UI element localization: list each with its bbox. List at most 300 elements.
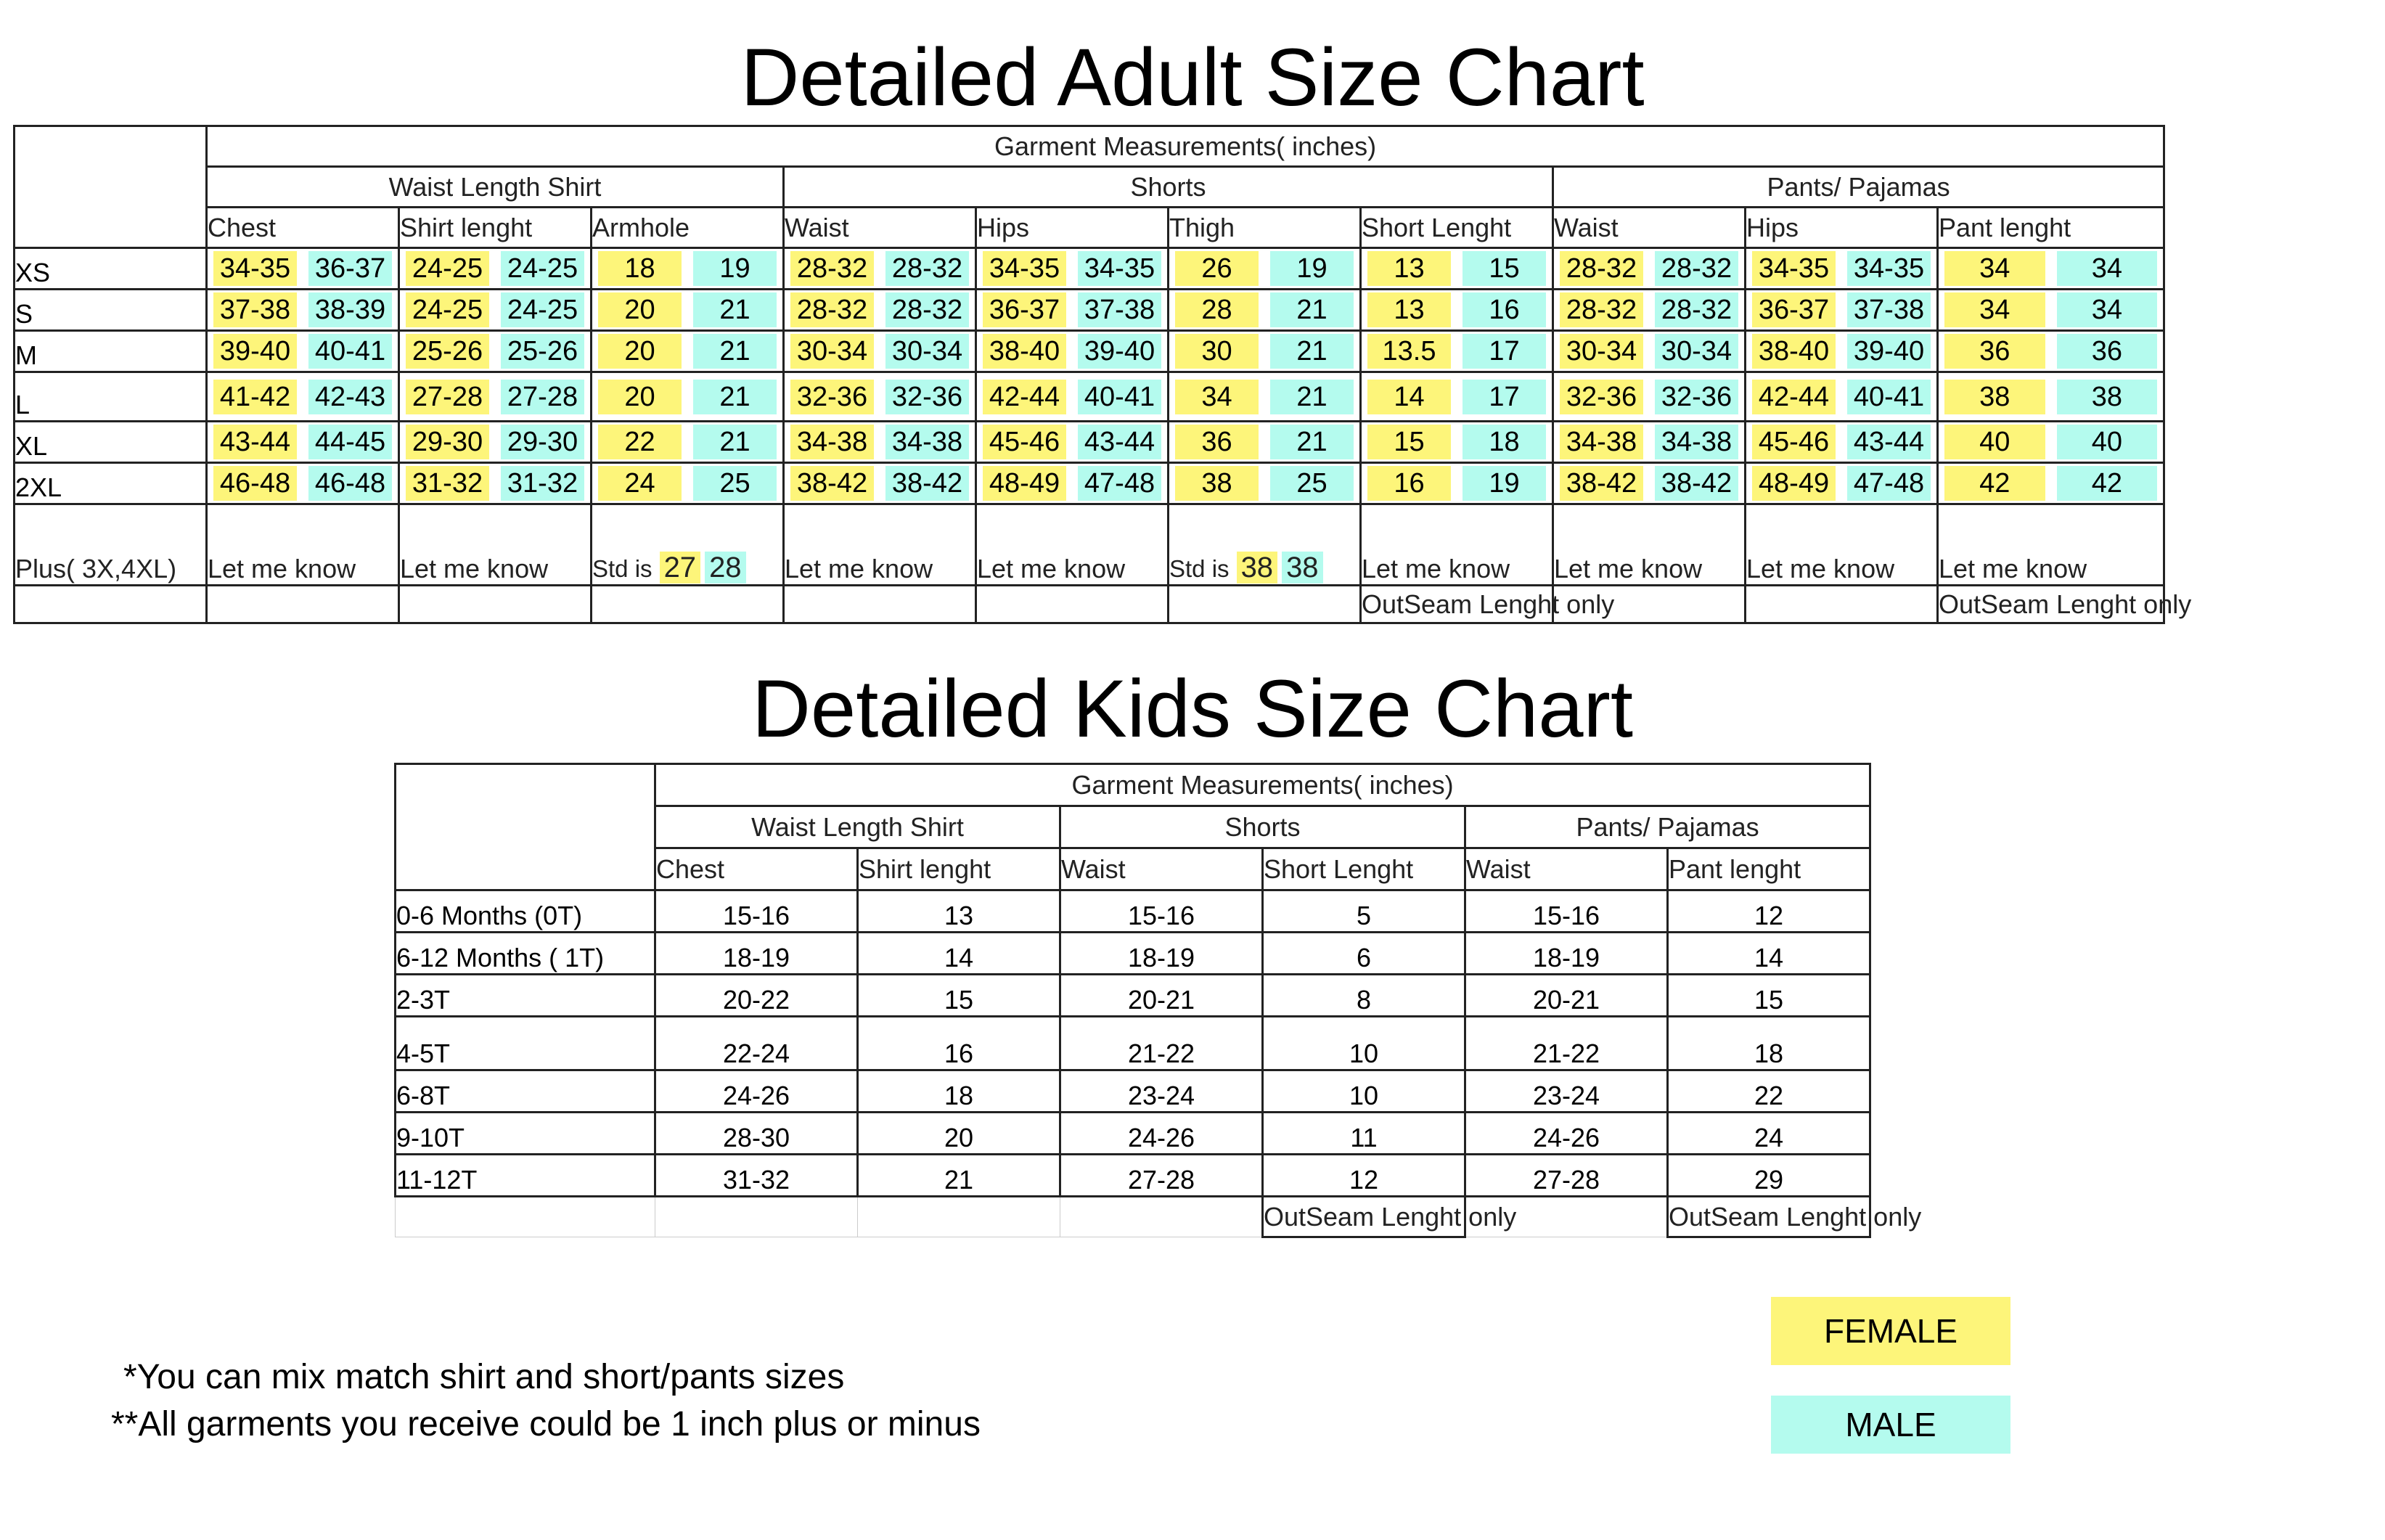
size-label: XL	[15, 422, 207, 463]
measurement-cell	[592, 422, 784, 463]
empty-cell	[399, 586, 592, 623]
female-value: 16	[1367, 466, 1451, 501]
measurement-cell	[207, 248, 399, 290]
male-value: 47-48	[1847, 466, 1931, 501]
measurement-cell	[399, 331, 592, 372]
measurement-cell	[1361, 290, 1553, 331]
std-is-label: Std is	[592, 555, 652, 582]
measurement-cell	[976, 463, 1169, 504]
measurement-cell	[1361, 372, 1553, 422]
kids-measurement-cell: 14	[858, 933, 1060, 975]
measurement-cell	[399, 372, 592, 422]
kids-size-label: 9-10T	[396, 1113, 655, 1155]
size-row	[15, 463, 2164, 504]
female-value: 48-49	[983, 466, 1066, 501]
female-value: 34	[1175, 380, 1259, 414]
kids-size-row	[396, 1155, 1870, 1197]
female-value: 29-30	[406, 425, 489, 459]
let-me-know: Let me know	[1553, 504, 1746, 586]
male-value: 40-41	[1078, 380, 1161, 414]
kids-measurement-cell: 21	[858, 1155, 1060, 1197]
female-value: 24	[598, 466, 682, 501]
female-value: 13.5	[1367, 334, 1451, 369]
male-value: 43-44	[1078, 425, 1161, 459]
female-value: 34-38	[1560, 425, 1643, 459]
female-value: 24-25	[406, 292, 489, 327]
kids-measurement-cell: 18-19	[1060, 933, 1263, 975]
measurement-cell	[1746, 248, 1938, 290]
column-header: Hips	[1746, 208, 1938, 248]
male-value: 34-38	[885, 425, 969, 459]
kids-measurement-cell: 18-19	[655, 933, 858, 975]
kids-measurement-cell: 24-26	[1465, 1113, 1668, 1155]
male-value: 30-34	[885, 334, 969, 369]
let-me-know: Let me know	[207, 504, 399, 586]
kids-size-label: 2-3T	[396, 975, 655, 1017]
measurement-cell	[1361, 463, 1553, 504]
male-value: 21	[1270, 292, 1354, 327]
group-header-pants: Pants/ Pajamas	[1553, 167, 2164, 208]
column-header: Waist	[784, 208, 976, 248]
kids-column-header: Pant lenght	[1668, 848, 1870, 890]
female-value: 34-38	[790, 425, 874, 459]
measurement-cell	[1938, 331, 2164, 372]
male-value: 43-44	[1847, 425, 1931, 459]
measurement-cell	[976, 248, 1169, 290]
male-value: 25	[1270, 466, 1354, 501]
male-value: 27-28	[501, 380, 584, 414]
male-value: 28-32	[1655, 292, 1738, 327]
measurement-cell	[1169, 463, 1361, 504]
measurement-cell	[784, 290, 976, 331]
kids-measurement-cell: 20	[858, 1113, 1060, 1155]
size-label: L	[15, 372, 207, 422]
female-value: 15	[1367, 425, 1451, 459]
measurement-cell	[1553, 290, 1746, 331]
kids-chart-title: Detailed Kids Size Chart	[752, 663, 1633, 754]
size-row	[15, 422, 2164, 463]
measurement-cell	[1938, 248, 2164, 290]
measurement-cell	[1746, 463, 1938, 504]
male-value: 19	[693, 251, 777, 286]
kids-measurement-cell: 21-22	[1060, 1017, 1263, 1070]
male-value: 37-38	[1078, 292, 1161, 327]
measurement-cell	[207, 422, 399, 463]
measurement-cell	[207, 372, 399, 422]
male-value: 44-45	[308, 425, 392, 459]
female-value: 42-44	[983, 380, 1066, 414]
female-value: 13	[1367, 251, 1451, 286]
kids-size-label: 6-12 Months ( 1T)	[396, 933, 655, 975]
female-value: 30-34	[790, 334, 874, 369]
female-value: 38-42	[1560, 466, 1643, 501]
male-value: 21	[693, 334, 777, 369]
female-value: 32-36	[1560, 380, 1643, 414]
measurement-cell	[784, 331, 976, 372]
male-value: 28	[705, 552, 746, 583]
female-value: 34-35	[1752, 251, 1836, 286]
empty-cell	[207, 586, 399, 623]
male-value: 39-40	[1078, 334, 1161, 369]
female-value: 36-37	[1752, 292, 1836, 327]
male-value: 29-30	[501, 425, 584, 459]
measurement-cell	[399, 248, 592, 290]
kids-measurement-cell: 29	[1668, 1155, 1870, 1197]
empty-cell	[396, 1197, 655, 1237]
male-value: 31-32	[501, 466, 584, 501]
female-value: 40	[1944, 425, 2045, 459]
male-value: 34	[2057, 251, 2158, 286]
kids-garment-measurements-header: Garment Measurements( inches)	[655, 764, 1870, 806]
kids-measurement-cell: 21-22	[1465, 1017, 1668, 1070]
measurement-cell	[1746, 331, 1938, 372]
measurement-cell	[592, 248, 784, 290]
column-header: Thigh	[1169, 208, 1361, 248]
female-value: 38	[1944, 380, 2045, 414]
measurement-cell	[207, 463, 399, 504]
kids-measurement-cell: 24-26	[655, 1070, 858, 1113]
male-value: 34-35	[1847, 251, 1931, 286]
kids-column-header: Short Lenght	[1263, 848, 1465, 890]
kids-group-header-shorts: Shorts	[1060, 806, 1465, 848]
size-row	[15, 248, 2164, 290]
male-value: 38	[1282, 552, 1323, 583]
kids-measurement-cell: 31-32	[655, 1155, 858, 1197]
kids-measurement-cell: 10	[1263, 1070, 1465, 1113]
let-me-know: Let me know	[399, 504, 592, 586]
kids-measurement-cell: 27-28	[1465, 1155, 1668, 1197]
female-value: 14	[1367, 380, 1451, 414]
measurement-cell	[976, 290, 1169, 331]
female-value: 34	[1944, 292, 2045, 327]
measurement-cell	[592, 290, 784, 331]
measurement-cell	[207, 331, 399, 372]
male-value: 36-37	[308, 251, 392, 286]
female-value: 20	[598, 334, 682, 369]
measurement-cell	[1169, 372, 1361, 422]
kids-measurement-cell: 20-21	[1465, 975, 1668, 1017]
female-value: 42	[1944, 466, 2045, 501]
kids-measurement-cell: 18	[1668, 1017, 1870, 1070]
female-value: 38-40	[1752, 334, 1836, 369]
kids-measurement-cell: 23-24	[1465, 1070, 1668, 1113]
male-value: 17	[1462, 334, 1546, 369]
male-value: 15	[1462, 251, 1546, 286]
female-value: 36	[1175, 425, 1259, 459]
let-me-know: Let me know	[784, 504, 976, 586]
measurement-cell	[1746, 290, 1938, 331]
kids-measurement-cell: 5	[1263, 890, 1465, 933]
kids-size-label: 0-6 Months (0T)	[396, 890, 655, 933]
column-header: Pant lenght	[1938, 208, 2164, 248]
empty-cell	[1746, 586, 1938, 623]
plus-size-row	[15, 504, 2164, 586]
kids-note-row	[396, 1197, 1870, 1237]
male-value: 24-25	[501, 292, 584, 327]
female-value: 41-42	[213, 380, 297, 414]
kids-measurement-cell: 24	[1668, 1113, 1870, 1155]
kids-size-row	[396, 975, 1870, 1017]
male-value: 46-48	[308, 466, 392, 501]
plus-size-label: Plus( 3X,4XL)	[15, 504, 207, 586]
kids-measurement-cell: 20-21	[1060, 975, 1263, 1017]
kids-measurement-cell: 6	[1263, 933, 1465, 975]
kids-measurement-cell: 15-16	[1060, 890, 1263, 933]
male-value: 38-42	[1655, 466, 1738, 501]
kids-size-label: 6-8T	[396, 1070, 655, 1113]
female-value: 27	[660, 552, 701, 583]
measurement-cell	[1361, 248, 1553, 290]
kids-size-row	[396, 933, 1870, 975]
male-value: 17	[1462, 380, 1546, 414]
female-value: 13	[1367, 292, 1451, 327]
note-tolerance: **All garments you receive could be 1 inch plus or minus	[111, 1405, 981, 1443]
female-value: 30-34	[1560, 334, 1643, 369]
female-value: 31-32	[406, 466, 489, 501]
empty-cell	[655, 1197, 858, 1237]
adult-chart-title: Detailed Adult Size Chart	[740, 32, 1645, 123]
empty-cell	[592, 586, 784, 623]
kids-size-row	[396, 1113, 1870, 1155]
measurement-cell	[1938, 463, 2164, 504]
measurement-cell	[1553, 463, 1746, 504]
empty-cell	[1553, 586, 1746, 623]
male-value: 21	[1270, 380, 1354, 414]
kids-size-table	[394, 763, 1922, 1238]
female-value: 45-46	[1752, 425, 1836, 459]
male-value: 40-41	[1847, 380, 1931, 414]
female-value: 20	[598, 292, 682, 327]
measurement-cell	[399, 463, 592, 504]
male-value: 34-38	[1655, 425, 1738, 459]
column-header: Chest	[207, 208, 399, 248]
female-value: 37-38	[213, 292, 297, 327]
column-header: Waist	[1553, 208, 1746, 248]
male-value: 40	[2057, 425, 2158, 459]
male-value: 21	[1270, 334, 1354, 369]
measurement-cell	[592, 331, 784, 372]
female-value: 48-49	[1752, 466, 1836, 501]
size-row	[15, 290, 2164, 331]
let-me-know: Let me know	[1746, 504, 1938, 586]
male-value: 30-34	[1655, 334, 1738, 369]
female-value: 28-32	[1560, 292, 1643, 327]
kids-size-row	[396, 1017, 1870, 1070]
measurement-cell	[976, 331, 1169, 372]
male-value: 25	[693, 466, 777, 501]
note-mix-match: *You can mix match shirt and short/pants sizes	[123, 1358, 845, 1396]
group-header-shirt: Waist Length Shirt	[207, 167, 784, 208]
female-value: 20	[598, 380, 682, 414]
kids-measurement-cell: 22	[1668, 1070, 1870, 1113]
kids-measurement-cell: 15	[858, 975, 1060, 1017]
measurement-cell	[1746, 422, 1938, 463]
size-label: S	[15, 290, 207, 331]
female-value: 26	[1175, 251, 1259, 286]
female-value: 38	[1237, 552, 1278, 583]
male-value: 28-32	[1655, 251, 1738, 286]
female-value: 34-35	[213, 251, 297, 286]
female-value: 34-35	[983, 251, 1066, 286]
thigh-standard	[1169, 504, 1361, 586]
female-value: 39-40	[213, 334, 297, 369]
male-value: 18	[1462, 425, 1546, 459]
measurement-cell	[1553, 331, 1746, 372]
kids-measurement-cell: 18-19	[1465, 933, 1668, 975]
kids-size-label: 4-5T	[396, 1017, 655, 1070]
female-value: 28-32	[790, 292, 874, 327]
empty-cell	[1465, 1197, 1668, 1237]
legend-male: MALE	[1771, 1396, 2010, 1454]
kids-measurement-cell: 10	[1263, 1017, 1465, 1070]
measurement-cell	[1361, 422, 1553, 463]
garment-measurements-header: Garment Measurements( inches)	[207, 126, 2164, 167]
female-value: 28	[1175, 292, 1259, 327]
empty-cell	[15, 586, 207, 623]
empty-cell	[1060, 1197, 1263, 1237]
measurement-cell	[1938, 422, 2164, 463]
female-value: 38	[1175, 466, 1259, 501]
kids-column-header: Waist	[1060, 848, 1263, 890]
female-value: 30	[1175, 334, 1259, 369]
measurement-cell	[207, 290, 399, 331]
male-value: 32-36	[885, 380, 969, 414]
empty-cell	[1169, 586, 1361, 623]
column-header: Short Lenght	[1361, 208, 1553, 248]
male-value: 25-26	[501, 334, 584, 369]
let-me-know: Let me know	[976, 504, 1169, 586]
kids-column-header: Chest	[655, 848, 858, 890]
measurement-cell	[784, 422, 976, 463]
male-value: 42	[2057, 466, 2158, 501]
female-value: 28-32	[1560, 251, 1643, 286]
female-value: 42-44	[1752, 380, 1836, 414]
kids-measurement-cell: 18	[858, 1070, 1060, 1113]
let-me-know: Let me know	[1361, 504, 1553, 586]
male-value: 39-40	[1847, 334, 1931, 369]
female-value: 38-42	[790, 466, 874, 501]
kids-measurement-cell: 22-24	[655, 1017, 858, 1070]
kids-measurement-cell: 15-16	[1465, 890, 1668, 933]
kids-size-label: 11-12T	[396, 1155, 655, 1197]
measurement-cell	[976, 422, 1169, 463]
male-value: 28-32	[885, 251, 969, 286]
measurement-cell	[784, 463, 976, 504]
male-value: 38-42	[885, 466, 969, 501]
male-value: 19	[1462, 466, 1546, 501]
male-value: 40-41	[308, 334, 392, 369]
measurement-cell	[399, 290, 592, 331]
column-header: Hips	[976, 208, 1169, 248]
measurement-cell	[784, 372, 976, 422]
armhole-standard	[592, 504, 784, 586]
male-value: 38	[2057, 380, 2158, 414]
male-value: 42-43	[308, 380, 392, 414]
empty-cell	[976, 586, 1169, 623]
kids-size-row	[396, 1070, 1870, 1113]
kids-measurement-cell: 28-30	[655, 1113, 858, 1155]
female-value: 27-28	[406, 380, 489, 414]
kids-column-header: Waist	[1465, 848, 1668, 890]
kids-column-header: Shirt lenght	[858, 848, 1060, 890]
measurement-cell	[1169, 290, 1361, 331]
male-value: 21	[693, 292, 777, 327]
kids-measurement-cell: 14	[1668, 933, 1870, 975]
male-value: 21	[1270, 425, 1354, 459]
female-value: 45-46	[983, 425, 1066, 459]
kids-measurement-cell: 16	[858, 1017, 1060, 1070]
outseam-note: OutSeam Lenght only	[1263, 1197, 1465, 1237]
empty-cell	[858, 1197, 1060, 1237]
measurement-cell	[1553, 422, 1746, 463]
female-value: 18	[598, 251, 682, 286]
female-value: 43-44	[213, 425, 297, 459]
kids-measurement-cell: 24-26	[1060, 1113, 1263, 1155]
male-value: 19	[1270, 251, 1354, 286]
male-value: 34-35	[1078, 251, 1161, 286]
kids-measurement-cell: 8	[1263, 975, 1465, 1017]
male-value: 36	[2057, 334, 2158, 369]
measurement-cell	[1169, 248, 1361, 290]
male-value: 21	[693, 425, 777, 459]
female-value: 38-40	[983, 334, 1066, 369]
kids-measurement-cell: 15	[1668, 975, 1870, 1017]
kids-measurement-cell: 20-22	[655, 975, 858, 1017]
kids-measurement-cell: 11	[1263, 1113, 1465, 1155]
female-value: 34	[1944, 251, 2045, 286]
kids-group-header-pants: Pants/ Pajamas	[1465, 806, 1870, 848]
corner-cell	[15, 126, 207, 248]
measurement-cell	[1938, 372, 2164, 422]
measurement-cell	[1361, 331, 1553, 372]
kids-measurement-cell: 27-28	[1060, 1155, 1263, 1197]
kids-measurement-cell: 12	[1668, 890, 1870, 933]
measurement-cell	[1169, 331, 1361, 372]
size-label: 2XL	[15, 463, 207, 504]
column-header: Armhole	[592, 208, 784, 248]
measurement-cell	[976, 372, 1169, 422]
kids-measurement-cell: 15-16	[655, 890, 858, 933]
measurement-cell	[1169, 422, 1361, 463]
male-value: 16	[1462, 292, 1546, 327]
measurement-cell	[1746, 372, 1938, 422]
measurement-cell	[1553, 248, 1746, 290]
male-value: 28-32	[885, 292, 969, 327]
outseam-note: OutSeam Lenght only	[1361, 586, 1553, 623]
size-label: M	[15, 331, 207, 372]
male-value: 47-48	[1078, 466, 1161, 501]
kids-measurement-cell: 13	[858, 890, 1060, 933]
male-value: 38-39	[308, 292, 392, 327]
size-row	[15, 372, 2164, 422]
male-value: 37-38	[1847, 292, 1931, 327]
kids-measurement-cell: 23-24	[1060, 1070, 1263, 1113]
measurement-cell	[1553, 372, 1746, 422]
measurement-cell	[399, 422, 592, 463]
column-header: Shirt lenght	[399, 208, 592, 248]
legend-female: FEMALE	[1771, 1297, 2010, 1365]
kids-measurement-cell: 12	[1263, 1155, 1465, 1197]
female-value: 24-25	[406, 251, 489, 286]
kids-size-row	[396, 890, 1870, 933]
female-value: 36-37	[983, 292, 1066, 327]
female-value: 22	[598, 425, 682, 459]
size-row	[15, 331, 2164, 372]
let-me-know: Let me know	[1938, 504, 2164, 586]
outseam-note: OutSeam Lenght only	[1668, 1197, 1870, 1237]
male-value: 34	[2057, 292, 2158, 327]
note-row	[15, 586, 2164, 623]
